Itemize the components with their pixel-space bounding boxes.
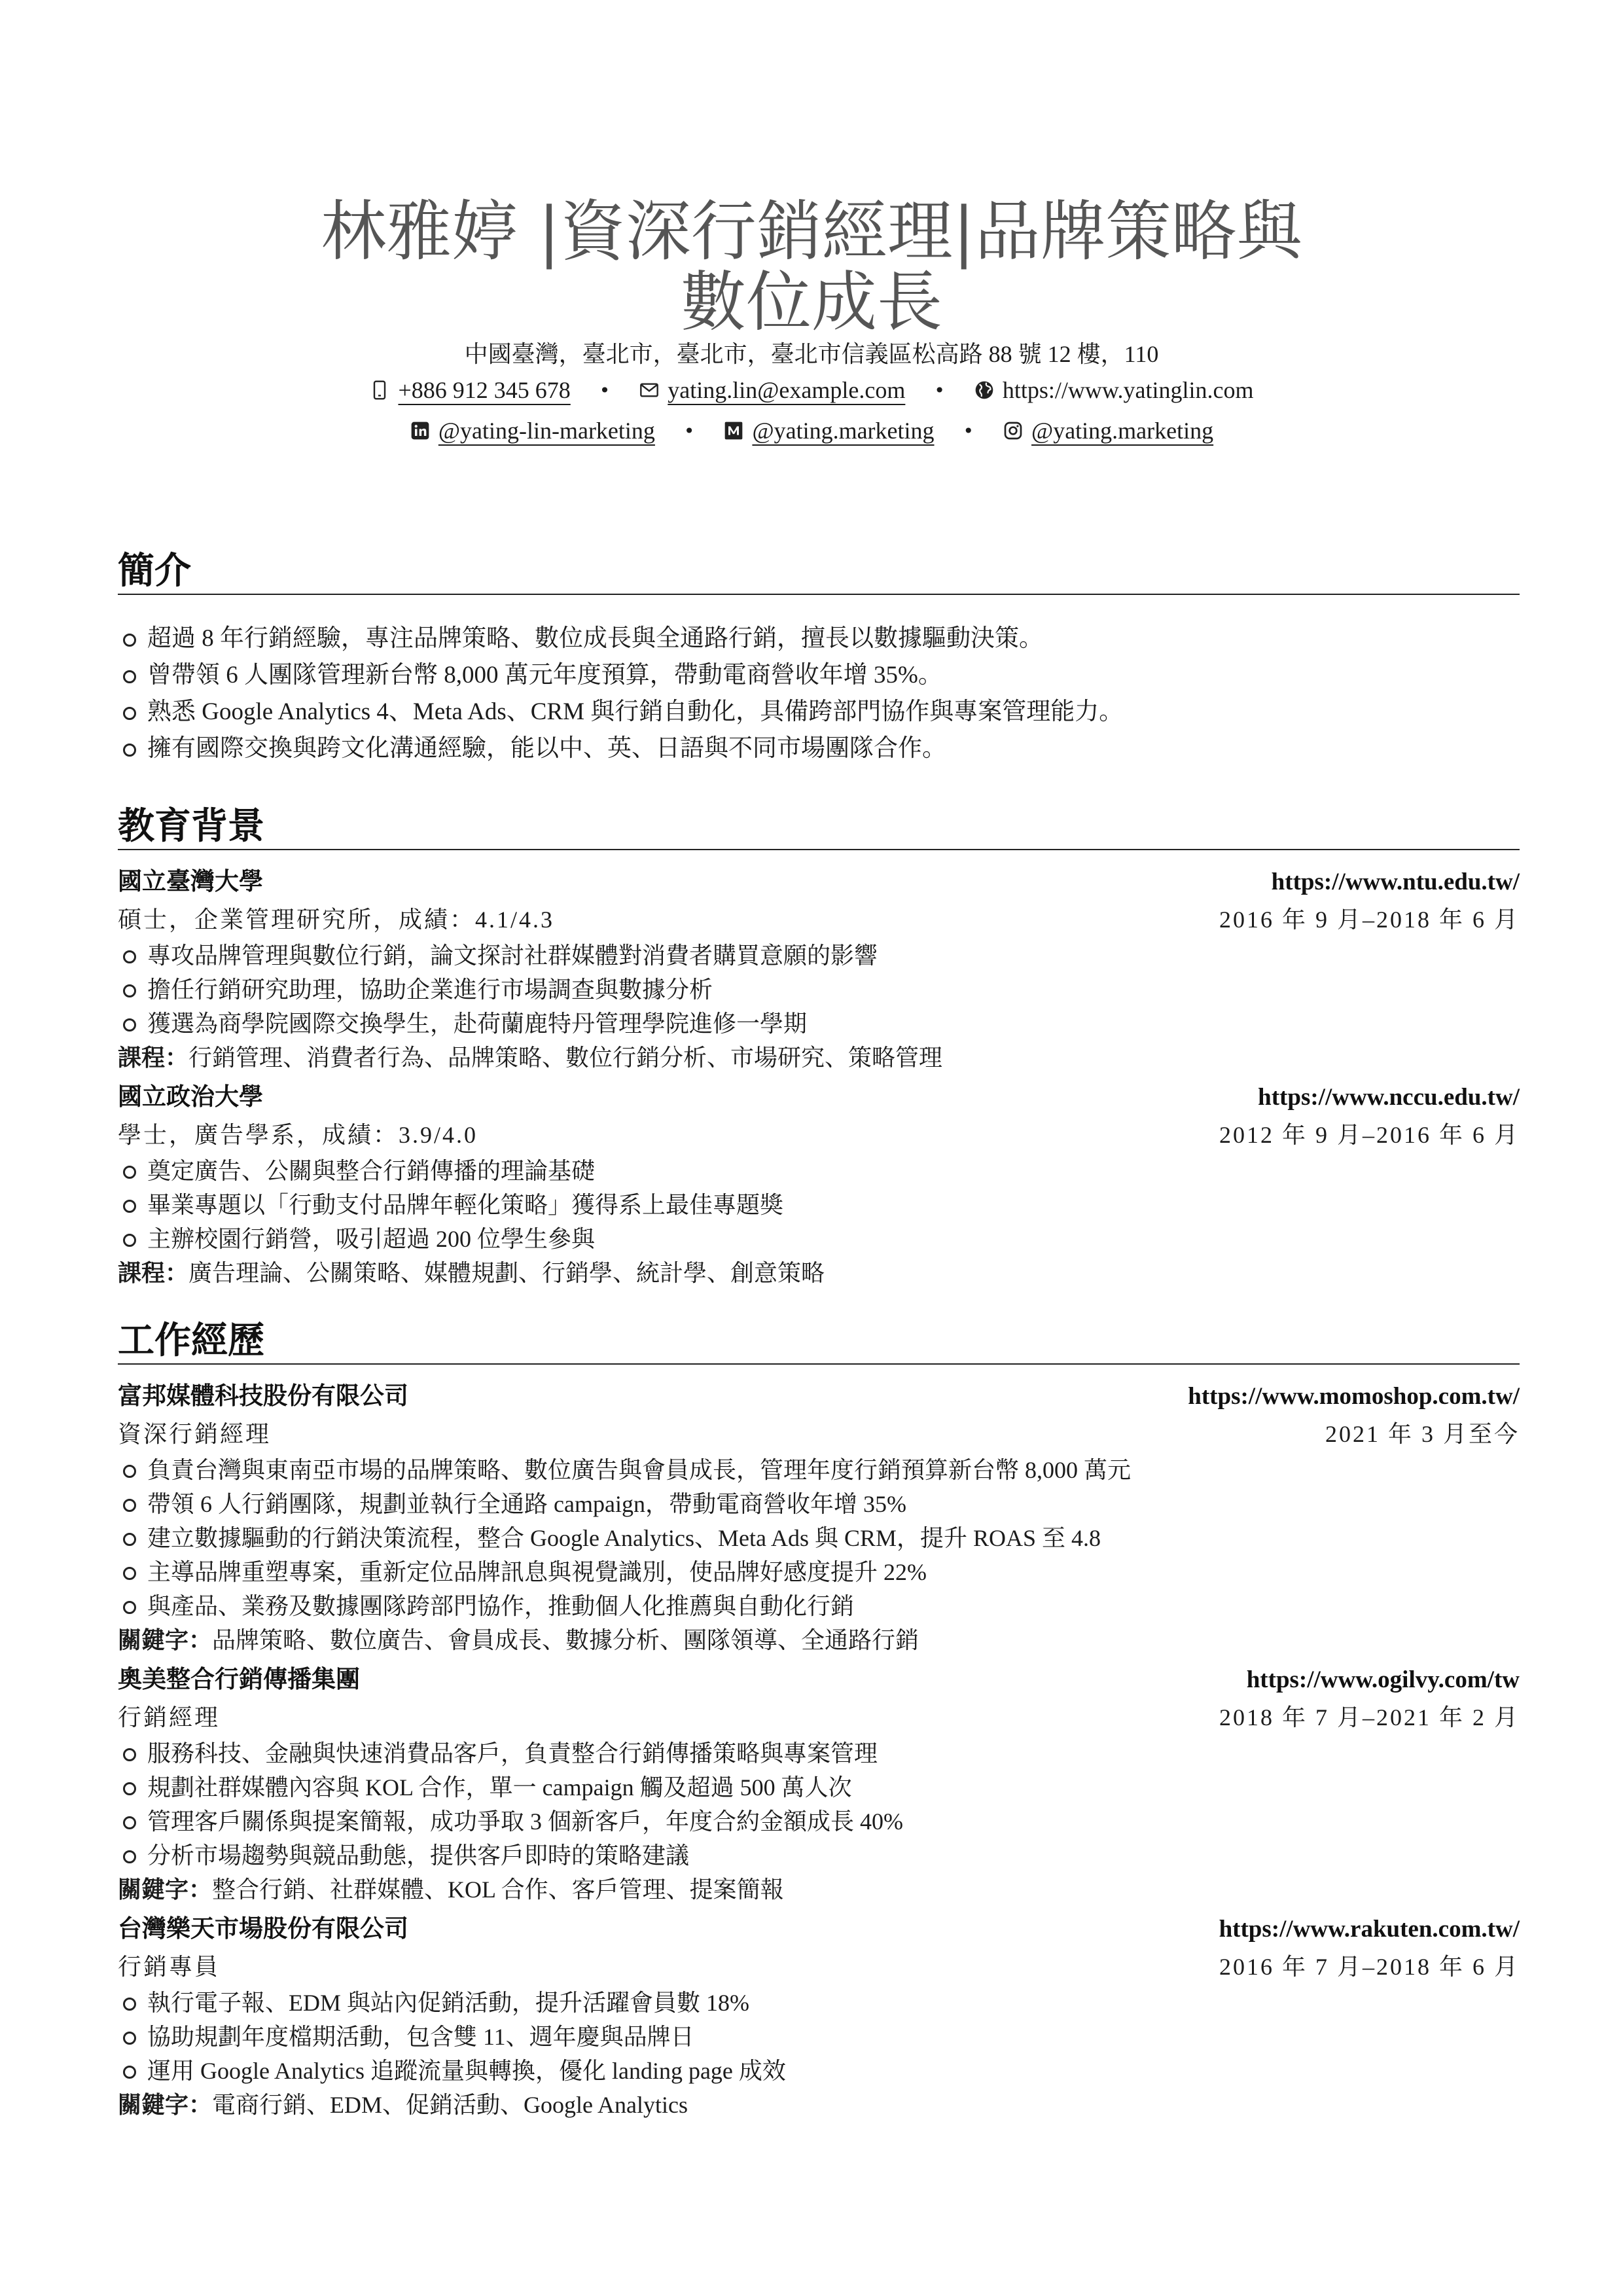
keywords-text: 整合行銷、社群媒體、KOL 合作、客戶管理、提案簡報: [212, 1876, 784, 1903]
bullet-marker: [123, 2066, 136, 2079]
phone-icon: [369, 380, 390, 401]
highlight-item: [118, 1555, 1520, 1589]
education-entry: [118, 1079, 1520, 1290]
courses-label: 課程：: [118, 1044, 189, 1071]
summary-section: [118, 548, 1520, 767]
phone-link[interactable]: [369, 376, 570, 404]
degree-text: 碩士，企業管理研究所，成績：4.1/4.3: [118, 906, 555, 933]
experience-entry: [118, 1378, 1520, 1657]
highlight-item: [118, 1222, 1520, 1256]
contact-separator: •: [963, 420, 974, 442]
highlight-text: 規劃社群媒體內容與 KOL 合作，單一 campaign 觸及超過 500 萬人次: [147, 1774, 852, 1801]
courses-text: 行銷管理、消費者行為、品牌策略、數位行銷分析、市場研究、策略管理: [188, 1045, 943, 1071]
company-name: 台灣樂天市場股份有限公司: [118, 1915, 408, 1942]
courses-label: 課程：: [118, 1259, 189, 1286]
highlight-item: [118, 2054, 1520, 2088]
courses-text: 廣告理論、公關策略、媒體規劃、行銷學、統計學、創意策略: [188, 1260, 825, 1286]
bullet-marker: [123, 1018, 136, 1031]
contact-separator: •: [683, 420, 695, 442]
highlight-text: 建立數據驅動的行銷決策流程，整合 Google Analytics、Meta Ads 與 CRM，提升 ROAS 至 4.8: [147, 1525, 1101, 1551]
keywords-label: 關鍵字：: [118, 1626, 213, 1653]
summary-item-text: 熟悉 Google Analytics 4、Meta Ads、CRM 與行銷自動化，具備跨部門協作與專案管理能力。: [147, 698, 1124, 725]
instagram-icon: [1003, 420, 1024, 441]
entry-subheader: [118, 901, 1520, 939]
highlight-text: 專攻品牌管理與數位行銷，論文探討社群媒體對消費者購買意願的影響: [147, 942, 878, 969]
contact-row-1: [0, 370, 1623, 410]
bullet-marker: [123, 1748, 136, 1761]
school-url-link[interactable]: https://www.nccu.edu.tw/: [1258, 1084, 1520, 1111]
keywords-line: [118, 1873, 1520, 1907]
highlight-item: [118, 1770, 1520, 1804]
contact-separator: •: [599, 379, 611, 401]
keywords-text: 電商行銷、EDM、促銷活動、Google Analytics: [212, 2092, 688, 2118]
name-title-line-2: 數位成長: [681, 264, 942, 340]
bullet-marker: [123, 1782, 136, 1795]
summary-list: [118, 620, 1520, 767]
linkedin-icon: [410, 420, 431, 441]
summary-item-text: 擁有國際交換與跨文化溝通經驗，能以中、英、日語與不同市場團隊合作。: [147, 735, 946, 762]
bullet-marker: [123, 670, 136, 683]
date-range: 2016 年 9 月–2018 年 6 月: [1219, 906, 1520, 933]
highlight-text: 管理客戶關係與提案簡報，成功爭取 3 個新客戶，年度合約金額成長 40%: [147, 1808, 903, 1835]
instagram-link[interactable]: [1003, 417, 1213, 444]
highlight-item: [118, 1839, 1520, 1873]
instagram-text[interactable]: @yating.marketing: [1031, 418, 1214, 444]
experience-entries: [118, 1365, 1520, 2122]
contact-row-2: [0, 411, 1623, 450]
name-title-line-1: 林雅婷 |資深行銷經理|品牌策略與: [321, 193, 1302, 270]
medium-icon: [723, 420, 744, 441]
experience-entry: [118, 1910, 1520, 2122]
entry-subheader: [118, 1948, 1520, 1986]
phone-text[interactable]: +886 912 345 678: [398, 377, 571, 403]
highlight-item: [118, 1453, 1520, 1487]
highlight-text: 奠定廣告、公關與整合行銷傳播的理論基礎: [147, 1158, 596, 1184]
highlight-text: 協助規劃年度檔期活動，包含雙 11、週年慶與品牌日: [147, 2024, 694, 2050]
highlight-item: [118, 1521, 1520, 1555]
envelope-icon: [639, 380, 660, 401]
highlight-item: [118, 973, 1520, 1007]
globe-icon: [974, 380, 995, 401]
bullet-marker: [123, 1533, 136, 1546]
company-name: 富邦媒體科技股份有限公司: [118, 1382, 408, 1409]
entry-subheader: [118, 1698, 1520, 1736]
company-name: 奧美整合行銷傳播集團: [118, 1666, 360, 1693]
bullet-marker: [123, 1166, 136, 1179]
education-entry: [118, 863, 1520, 1075]
website-link[interactable]: [974, 376, 1254, 404]
bullet-marker: [123, 1465, 136, 1478]
contact-separator: •: [934, 379, 945, 401]
summary-item: [118, 657, 1520, 694]
date-range: 2018 年 7 月–2021 年 2 月: [1219, 1704, 1520, 1731]
bullet-marker: [123, 744, 136, 757]
bullet-marker: [123, 707, 136, 720]
linkedin-link[interactable]: [410, 417, 655, 444]
highlight-text: 運用 Google Analytics 追蹤流量與轉換，優化 landing page 成效: [147, 2058, 786, 2084]
highlight-item: [118, 1736, 1520, 1770]
date-range: 2021 年 3 月至今: [1325, 1421, 1520, 1447]
highlight-item: [118, 939, 1520, 973]
highlight-list: [118, 1986, 1520, 2088]
linkedin-text[interactable]: @yating-lin-marketing: [438, 418, 655, 444]
highlight-list: [118, 939, 1520, 1041]
experience-entry: [118, 1661, 1520, 1907]
highlight-text: 分析市場趨勢與競品動態，提供客戶即時的策略建議: [147, 1842, 690, 1869]
address: 中國臺灣，臺北市，臺北市，臺北市信義區松高路 88 號 12 樓，110: [464, 341, 1159, 367]
highlight-item: [118, 2020, 1520, 2054]
entry-subheader: [118, 1415, 1520, 1453]
highlight-text: 負責台灣與東南亞市場的品牌策略、數位廣告與會員成長，管理年度行銷預算新台幣 8,000 萬元: [147, 1457, 1132, 1483]
keywords-label: 關鍵字：: [118, 1876, 213, 1903]
education-section: [118, 803, 1520, 1290]
bullet-marker: [123, 950, 136, 963]
bullet-marker: [123, 1601, 136, 1614]
entry-header: [118, 1661, 1520, 1698]
bullet-marker: [123, 2032, 136, 2045]
entry-header: [118, 863, 1520, 901]
entry-subheader: [118, 1116, 1520, 1154]
summary-heading: 簡介: [118, 548, 1520, 595]
keywords-label: 關鍵字：: [118, 2091, 213, 2118]
bullet-marker: [123, 1499, 136, 1512]
bullet-marker: [123, 1816, 136, 1829]
date-range: 2012 年 9 月–2016 年 6 月: [1219, 1122, 1520, 1148]
bullet-marker: [123, 1998, 136, 2011]
medium-text[interactable]: @yating.marketing: [752, 418, 935, 444]
highlight-text: 主辦校園行銷營，吸引超過 200 位學生參與: [147, 1226, 596, 1252]
keywords-line: [118, 1623, 1520, 1657]
summary-item-text: 超過 8 年行銷經驗，專注品牌策略、數位成長與全通路行銷，擅長以數據驅動決策。: [147, 625, 1043, 652]
highlight-item: [118, 1007, 1520, 1041]
education-heading: 教育背景: [118, 803, 1520, 850]
highlight-text: 服務科技、金融與快速消費品客戶，負責整合行銷傳播策略與專案管理: [147, 1740, 878, 1767]
highlight-text: 主導品牌重塑專案，重新定位品牌訊息與視覺識別，使品牌好感度提升 22%: [147, 1559, 927, 1585]
keywords-text: 品牌策略、數位廣告、會員成長、數據分析、團隊領導、全通路行銷: [212, 1627, 919, 1653]
bullet-marker: [123, 984, 136, 997]
highlight-item: [118, 1589, 1520, 1623]
experience-heading: 工作經歷: [118, 1318, 1520, 1365]
company-url-link[interactable]: https://www.ogilvy.com/tw: [1246, 1666, 1520, 1693]
medium-link[interactable]: [723, 417, 934, 444]
courses-line: [118, 1041, 1520, 1075]
job-title: 行銷經理: [118, 1704, 221, 1731]
entry-header: [118, 1910, 1520, 1948]
courses-line: [118, 1256, 1520, 1290]
entry-header: [118, 1079, 1520, 1116]
highlight-list: [118, 1154, 1520, 1256]
entry-header: [118, 1378, 1520, 1415]
bullet-marker: [123, 1234, 136, 1247]
experience-section: [118, 1318, 1520, 2122]
highlight-text: 擔任行銷研究助理，協助企業進行市場調查與數據分析: [147, 977, 713, 1003]
summary-item: [118, 694, 1520, 730]
highlight-text: 執行電子報、EDM 與站內促銷活動，提升活躍會員數 18%: [147, 1990, 749, 2016]
highlight-item: [118, 1804, 1520, 1839]
bullet-marker: [123, 1200, 136, 1213]
highlight-text: 帶領 6 人行銷團隊，規劃並執行全通路 campaign，帶動電商營收年增 35%: [147, 1491, 906, 1517]
school-name: 國立政治大學: [118, 1083, 263, 1110]
resume-header: [0, 0, 1623, 450]
summary-item: [118, 620, 1520, 657]
highlight-item: [118, 1986, 1520, 2020]
highlight-text: 畢業專題以「行動支付品牌年輕化策略」獲得系上最佳專題獎: [147, 1192, 784, 1218]
highlight-item: [118, 1188, 1520, 1222]
highlight-text: 獲選為商學院國際交換學生，赴荷蘭鹿特丹管理學院進修一學期: [147, 1011, 808, 1037]
email-link[interactable]: [639, 376, 905, 404]
job-title: 行銷專員: [118, 1954, 221, 1980]
company-url-link[interactable]: https://www.rakuten.com.tw/: [1219, 1916, 1520, 1943]
resume-body: [0, 548, 1623, 2122]
highlight-item: [118, 1487, 1520, 1521]
school-name: 國立臺灣大學: [118, 868, 263, 895]
email-text[interactable]: yating.lin@example.com: [668, 377, 906, 403]
education-entries: [118, 850, 1520, 1290]
school-url-link[interactable]: https://www.ntu.edu.tw/: [1271, 869, 1520, 895]
bullet-marker: [123, 1567, 136, 1580]
summary-item-text: 曾帶領 6 人團隊管理新台幣 8,000 萬元年度預算，帶動電商營收年增 35%。: [147, 662, 942, 689]
highlight-text: 與產品、業務及數據團隊跨部門協作，推動個人化推薦與自動化行銷: [147, 1593, 855, 1619]
website-text[interactable]: https://www.yatinglin.com: [1002, 377, 1254, 403]
summary-item: [118, 730, 1520, 767]
highlight-item: [118, 1154, 1520, 1188]
job-title: 資深行銷經理: [118, 1421, 272, 1447]
degree-text: 學士，廣告學系，成績：3.9/4.0: [118, 1122, 478, 1148]
keywords-line: [118, 2088, 1520, 2122]
date-range: 2016 年 7 月–2018 年 6 月: [1219, 1954, 1520, 1980]
highlight-list: [118, 1453, 1520, 1623]
company-url-link[interactable]: https://www.momoshop.com.tw/: [1188, 1383, 1520, 1410]
bullet-marker: [123, 1850, 136, 1863]
bullet-marker: [123, 634, 136, 647]
highlight-list: [118, 1736, 1520, 1873]
